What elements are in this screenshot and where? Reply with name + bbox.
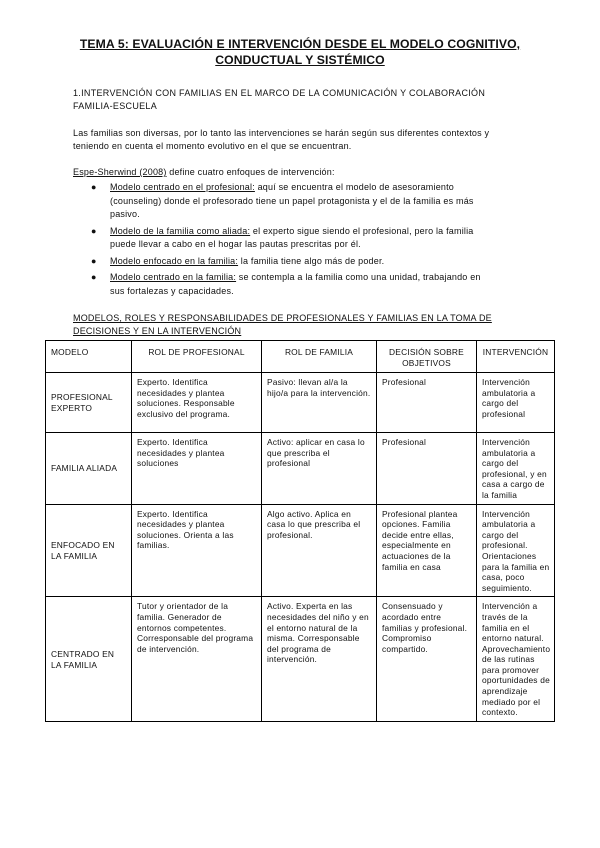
approach-name: Modelo centrado en el profesional:	[110, 182, 255, 192]
list-item	[73, 255, 523, 269]
header-objectives: DECISIÓN SOBRE OBJETIVOS	[377, 341, 477, 373]
cell-family-role: Algo activo. Aplica en casa lo que prescriba el profesional.	[262, 504, 377, 597]
cell-intervention: Intervención ambulatoria a cargo del profesional	[477, 373, 555, 433]
approaches-list	[73, 181, 523, 301]
cell-professional-role: Experto. Identifica necesidades y plantea soluciones	[132, 433, 262, 505]
section-heading	[73, 87, 543, 113]
cell-objectives: Profesional	[377, 433, 477, 505]
cell-intervention: Intervención ambulatoria a cargo del profesional, y en casa a cargo de la familia	[477, 433, 555, 505]
cell-model: CENTRADO EN LA FAMILIA	[46, 597, 132, 722]
bullet-icon: ●	[91, 272, 97, 282]
bullet-icon: ●	[91, 225, 97, 236]
cell-objectives: Consensuado y acordado entre familias y profesional. Compromiso compartido.	[377, 597, 477, 722]
intro-line-2: teniendo en cuenta el momento evolutivo en el que se encuentran.	[73, 141, 352, 151]
approach-text: puede llevar a cabo en el hogar las pautas prescritas por él.	[110, 239, 361, 249]
intro-line-1: Las familias son diversas, por lo tanto las intervenciones se harán según sus diferentes contextos y	[73, 128, 490, 138]
section-heading-line-2: FAMILIA-ESCUELA	[73, 101, 158, 111]
intro-paragraph	[73, 127, 543, 153]
list-item	[73, 271, 523, 298]
header-model: MODELO	[46, 341, 132, 373]
cell-objectives: Profesional	[377, 373, 477, 433]
header-family-role: ROL DE FAMILIA	[262, 341, 377, 373]
list-item	[73, 225, 523, 252]
table-row	[46, 597, 555, 722]
table-heading	[73, 312, 533, 338]
approach-text: sus fortalezas y capacidades.	[110, 285, 234, 296]
table-row	[46, 373, 555, 433]
cell-model: FAMILIA ALIADA	[46, 433, 132, 505]
title-line-2: CONDUCTUAL Y SISTÉMICO	[215, 53, 385, 67]
bullet-icon: ●	[91, 255, 97, 266]
cell-professional-role: Experto. Identifica necesidades y plantea soluciones. Responsable exclusivo del programa.	[132, 373, 262, 433]
approach-text: se contempla a la familia como una unidad, trabajando en	[236, 272, 481, 282]
citation: Espe-Sherwind (2008)	[73, 167, 167, 177]
section-heading-line-1: 1.INTERVENCIÓN CON FAMILIAS EN EL MARCO DE LA COMUNICACIÓN Y COLABORACIÓN	[73, 88, 486, 98]
roles-table	[45, 340, 555, 722]
list-item	[73, 181, 523, 222]
cell-objectives: Profesional plantea opciones. Familia decide entre ellas, especialmente en actuaciones de la familia en casa	[377, 504, 477, 597]
table-row	[46, 433, 555, 505]
approach-text: (counseling) donde el profesorado tiene un papel protagonista y el de la familia es más	[110, 195, 474, 206]
cell-intervention: Intervención a través de la familia en el entorno natural. Aprovechamiento de las rutinas para promover oportunidades de aprendizaje mediado por el contexto.	[477, 597, 555, 722]
table-row	[46, 504, 555, 597]
approach-text: la familia tiene algo más de poder.	[238, 255, 385, 266]
cell-family-role: Pasivo: llevan al/a la hijo/a para la intervención.	[262, 373, 377, 433]
approaches-intro	[73, 166, 543, 179]
cell-family-role: Activo: aplicar en casa lo que prescriba el profesional	[262, 433, 377, 505]
table-heading-line-2: DECISIONES Y EN LA INTERVENCIÓN	[73, 326, 242, 336]
approach-name: Modelo enfocado en la familia:	[110, 255, 239, 266]
header-professional-role: ROL DE PROFESIONAL	[132, 341, 262, 373]
table-heading-line-1: MODELOS, ROLES Y RESPONSABILIDADES DE PROFESIONALES Y FAMILIAS EN LA TOMA DE	[73, 313, 492, 323]
cell-professional-role: Tutor y orientador de la familia. Generador de entornos competentes. Corresponsable del programa de intervención.	[132, 597, 262, 722]
cell-intervention: Intervención ambulatoria a cargo del profesional. Orientaciones para la familia en casa, poco seguimiento.	[477, 504, 555, 597]
approach-name: Modelo centrado en la familia:	[110, 272, 237, 282]
approach-text: el experto sigue siendo el profesional, pero la familia	[250, 225, 474, 236]
approach-name: Modelo de la familia como aliada:	[110, 225, 251, 236]
title-line-1: TEMA 5: EVALUACIÓN E INTERVENCIÓN DESDE EL MODELO COGNITIVO,	[79, 37, 521, 51]
table-header-row	[46, 341, 555, 373]
cell-family-role: Activo. Experta en las necesidades del niño y en el entorno natural de la misma. Corresponsable del programa de intervención.	[262, 597, 377, 722]
document-title	[60, 36, 540, 68]
cell-model: ENFOCADO EN LA FAMILIA	[46, 504, 132, 597]
cell-model: PROFESIONAL EXPERTO	[46, 373, 132, 433]
bullet-icon: ●	[91, 182, 97, 192]
header-intervention: INTERVENCIÓN	[477, 341, 555, 373]
approach-text: pasivo.	[110, 209, 140, 219]
approach-text: aquí se encuentra el modelo de asesoramiento	[254, 182, 455, 192]
approaches-intro-text: define cuatro enfoques de intervención:	[166, 167, 335, 177]
cell-professional-role: Experto. Identifica necesidades y plantea soluciones. Orienta a las familias.	[132, 504, 262, 597]
